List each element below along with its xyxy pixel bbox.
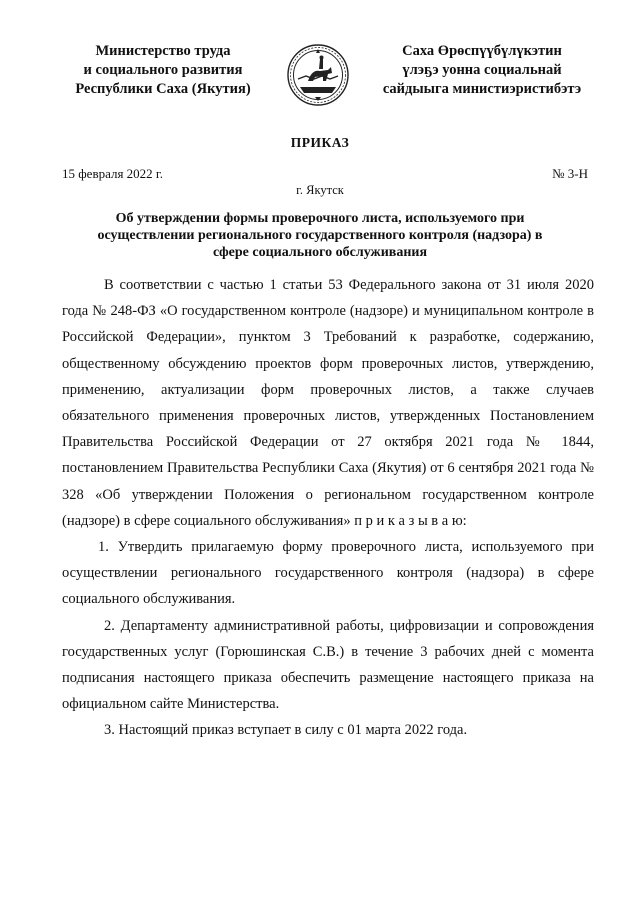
order-heading: ПРИКАЗ [290, 135, 350, 150]
order-item-2: 2. Департаменту административной работы, цифровизации и сопровождения государственных услуг (Горюшинская С.В.) в течение 3 рабочих дней с момента подписания настоящего приказа обеспечить размещение настоящего приказа на официальном сайте Министерства. [62, 617, 594, 713]
order-number: № 3-Н [552, 166, 588, 181]
ministry-name-ru-line-3: Республики Саха (Якутия) [75, 81, 251, 97]
order-date: 15 февраля 2022 г. [62, 166, 164, 181]
order-city: г. Якутск [296, 183, 344, 197]
ministry-name-ru-line-2: и социального развития [83, 62, 243, 78]
preamble-paragraph: В соответствии с частью 1 статьи 53 Федерального закона от 31 июля 2020 года № 248-ФЗ «О государственном контроле (надзоре) и муниципальном контроле в Российской Федерации», пунктом 3 Требований к разработке, содержанию, общественному обсуждению проектов форм проверочных листов, утверждению, применению, актуализации форм проверочных листов, а также случаев обязательного применения проверочных листов, утвержденных Постановлением Правительства Российской Федерации от 27 октября 2021 года № 1844, постановлением Правительства Республики Саха (Якутия) от 6 сентября 2021 года № 328 «Об утверждении Положения о региональном государственном контроле (надзоре) в сфере социального обслуживания» п р и к а з ы в а ю: [62, 277, 594, 529]
ministry-name-sah-line-1: Саха Өрөспүүбүлүкэтин [402, 43, 562, 59]
ministry-name-russian [58, 42, 268, 99]
document-body [62, 272, 594, 744]
ministry-name-yakut [372, 42, 592, 99]
ministry-name-sah-line-3: сайдыыга министиэристибэтэ [382, 81, 582, 97]
ministry-name-sah-line-2: үлэҕэ уонна социальнай [402, 62, 562, 78]
ministry-name-ru-line-1: Министерство труда [95, 43, 231, 59]
order-item-1: 1. Утвердить прилагаемую форму проверочного листа, используемого при осуществлении регионального государственного контроля (надзора) в сфере социального обслуживания. [62, 539, 594, 608]
coat-of-arms-emblem-icon [286, 43, 350, 107]
document-title: Об утверждении формы проверочного листа, используемого при осуществлении регионального государственного контроля (надзора) в сфере социального обслуживания [97, 211, 543, 260]
order-item-3: 3. Настоящий приказ вступает в силу с 01 марта 2022 года. [104, 722, 468, 739]
